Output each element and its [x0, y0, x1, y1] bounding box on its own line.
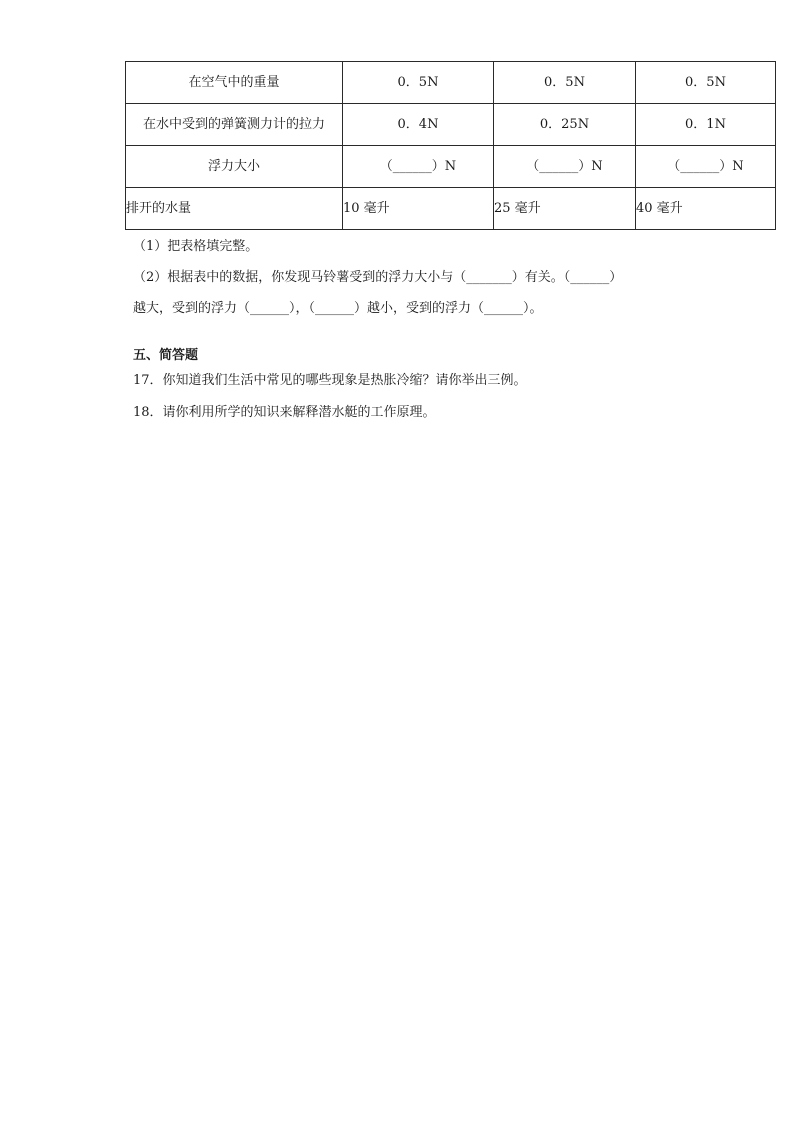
table-cell: 0．5N [636, 62, 776, 104]
table-cell-blank: （______）N [636, 146, 776, 188]
question-2-line-2: 越大，受到的浮力（______），（______）越小，受到的浮力（______）。 [133, 301, 543, 316]
row-label-air-weight: 在空气中的重量 [126, 62, 343, 104]
question-18-text: 18．请你利用所学的知识来解释潜水艇的工作原理。 [133, 405, 436, 420]
table-cell: 40 毫升 [636, 188, 776, 230]
question-2-line-1: （2）根据表中的数据，你发现马铃薯受到的浮力大小与（_______）有关。（______） [133, 270, 623, 285]
table-row [126, 62, 776, 104]
table-cell: 25 毫升 [494, 188, 636, 230]
row-label-buoyancy: 浮力大小 [126, 146, 343, 188]
table-cell: 0．5N [494, 62, 636, 104]
table-cell: 0．25N [494, 104, 636, 146]
table-cell-blank: （______）N [343, 146, 494, 188]
table-cell: 0．5N [343, 62, 494, 104]
table-cell: 0．1N [636, 104, 776, 146]
table-cell: 0．4N [343, 104, 494, 146]
table-cell-blank: （______）N [494, 146, 636, 188]
question-1-text: （1）把表格填完整。 [133, 239, 259, 254]
section-5-heading: 五、简答题 [133, 348, 199, 363]
table-cell: 10 毫升 [343, 188, 494, 230]
table-row [126, 188, 776, 230]
row-label-displaced-water: 排开的水量 [126, 188, 343, 230]
table-row [126, 146, 776, 188]
row-label-water-pull: 在水中受到的弹簧测力计的拉力 [126, 104, 343, 146]
table-row [126, 104, 776, 146]
buoyancy-data-table [125, 61, 776, 230]
question-17-text: 17．你知道我们生活中常见的哪些现象是热胀冷缩？请你举出三例。 [133, 373, 527, 388]
